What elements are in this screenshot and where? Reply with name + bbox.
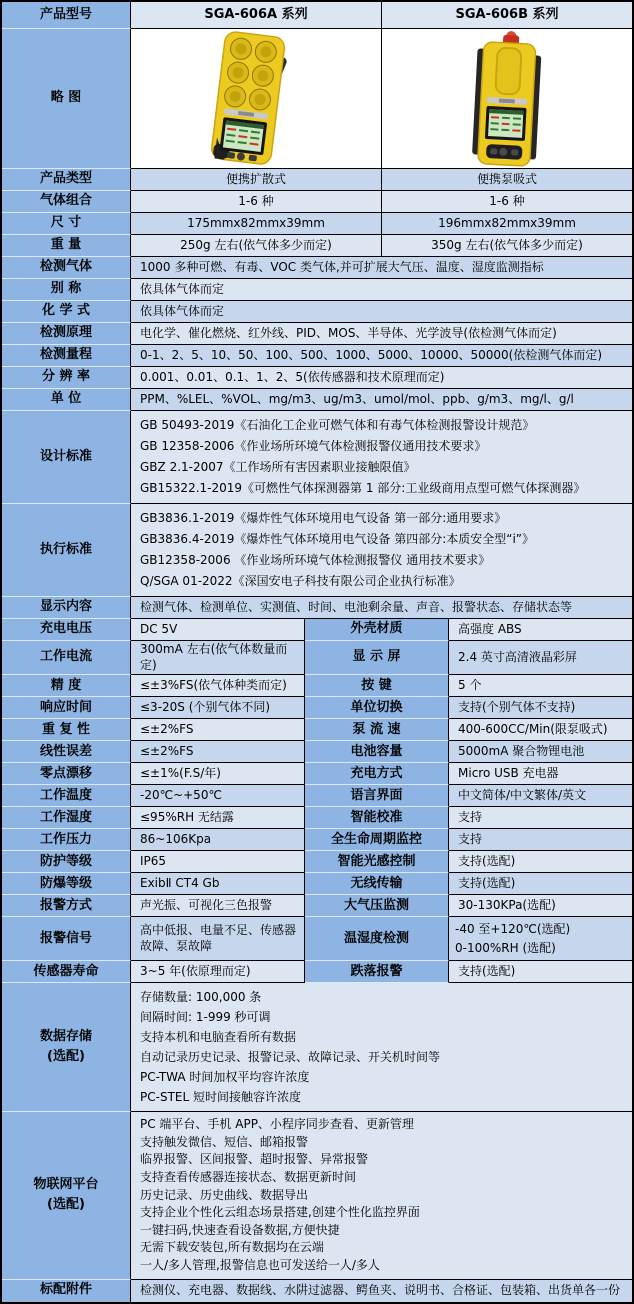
row-accuracy [2, 675, 632, 697]
row-standard-accessories [2, 1280, 632, 1302]
temp-humidity-detection-value [449, 917, 632, 961]
working-current-value: 300mA 左右(依气体数量而定) [131, 641, 305, 675]
detection-range-label: 检测量程 [2, 345, 131, 367]
language-label: 语言界面 [305, 785, 449, 807]
explosion-proof-rating-value: ExibⅡ CT4 Gb [131, 873, 305, 895]
product-type-label: 产品类型 [2, 169, 131, 191]
language-value: 中文简体/中文繁体/英文 [449, 785, 632, 807]
repeatability-value: ≤±2%FS [131, 719, 305, 741]
row-iot-platform [2, 1112, 632, 1279]
row-explosion-proof-rating [2, 873, 632, 895]
lifecycle-monitoring-value: 支持 [449, 829, 632, 851]
row-detected-gas [2, 257, 632, 279]
data-storage-line: 存储数量: 100,000 条 [140, 990, 262, 1005]
product-type-a: 便携扩散式 [131, 169, 382, 191]
iot-platform-label [2, 1112, 131, 1279]
sensor-life-value: 3~5 年(依原理而定) [131, 961, 305, 983]
sketch-label: 略 图 [2, 29, 131, 169]
data-storage-line: 自动记录历史记录、报警记录、故障记录、开关机时间等 [140, 1050, 441, 1065]
drop-alarm-label: 跌落报警 [305, 961, 449, 983]
iot-platform-label-line1: 物联网平台 [33, 1177, 99, 1193]
charging-method-label: 充电方式 [305, 763, 449, 785]
weight-label: 重 量 [2, 235, 131, 257]
series-a-title: SGA-606A 系列 [131, 2, 382, 29]
wireless-transmission-label: 无线传输 [305, 873, 449, 895]
alarm-signal-label: 报警信号 [2, 917, 131, 961]
gas-combination-a: 1-6 种 [131, 191, 382, 213]
iot-platform-line: 支持企业个性化云组态场景搭建,创建个性化监控界面 [140, 1205, 420, 1220]
row-detection-principle [2, 323, 632, 345]
battery-capacity-value: 5000mA 聚合物锂电池 [449, 741, 632, 763]
keys-label: 按 键 [305, 675, 449, 697]
dimensions-b: 196mmx82mmx39mm [382, 213, 632, 235]
row-protection-rating [2, 851, 632, 873]
row-resolution [2, 367, 632, 389]
iot-platform-line: 无需下载安装包,所有数据均在云端 [140, 1240, 324, 1255]
detected-gas-label: 检测气体 [2, 257, 131, 279]
detection-principle-label: 检测原理 [2, 323, 131, 345]
gas-combination-label: 气体组合 [2, 191, 131, 213]
weight-b: 350g 左右(依气体多少而定) [382, 235, 632, 257]
linearity-error-value: ≤±2%FS [131, 741, 305, 763]
resolution-value: 0.001、0.01、0.1、1、2、5(依传感器和技术原理而定) [131, 367, 632, 389]
display-screen-value: 2.4 英寸高清液晶彩屏 [449, 641, 632, 675]
unit-switch-label: 单位切换 [305, 697, 449, 719]
execution-standard-line: GB12358-2006 《作业场所环境气体检测报警仪 通用技术要求》 [140, 553, 491, 567]
unit-switch-value: 支持(个别气体不支持) [449, 697, 632, 719]
sensor-life-label: 传感器寿命 [2, 961, 131, 983]
row-linearity-error [2, 741, 632, 763]
row-charging-voltage [2, 619, 632, 641]
keys-value: 5 个 [449, 675, 632, 697]
pump-flow-label: 泵 流 速 [305, 719, 449, 741]
design-standard-lines [131, 411, 632, 504]
data-storage-lines [131, 983, 632, 1112]
row-alarm-method [2, 895, 632, 917]
temp-humidity-detection-label: 温湿度检测 [305, 917, 449, 961]
drop-alarm-value: 支持(选配) [449, 961, 632, 983]
iot-platform-line: 一人/多人管理,报警信息也可发送给一人/多人 [140, 1257, 380, 1272]
data-storage-label-line1: 数据存储 [39, 1029, 92, 1045]
lifecycle-monitoring-label: 全生命周期监控 [305, 829, 449, 851]
linearity-error-label: 线性误差 [2, 741, 131, 763]
pump-flow-value: 400-600CC/Min(限泵吸式) [449, 719, 632, 741]
working-temperature-label: 工作温度 [2, 785, 131, 807]
device-image-sga-606b [382, 29, 632, 169]
row-alarm-signal [2, 917, 632, 961]
detected-gas-value: 1000 多种可燃、有毒、VOC 类气体,并可扩展大气压、温度、湿度监测指标 [131, 257, 632, 279]
row-response-time [2, 697, 632, 719]
chemical-formula-label: 化 学 式 [2, 301, 131, 323]
zero-drift-value: ≤±1%(F.S/年) [131, 763, 305, 785]
working-pressure-value: 86~106Kpa [131, 829, 305, 851]
display-content-value: 检测气体、检测单位、实测值、时间、电池剩余量、声音、报警状态、存储状态等 [131, 597, 632, 619]
protection-rating-label: 防护等级 [2, 851, 131, 873]
iot-platform-line: 临界报警、区间报警、超时报警、异常报警 [140, 1152, 369, 1167]
data-storage-label-line2: (选配) [47, 1049, 85, 1065]
light-sensing-control-value: 支持(选配) [449, 851, 632, 873]
data-storage-label [2, 983, 131, 1112]
design-standard-line: GB 12358-2006《作业场所环境气体检测报警仪通用技术要求》 [140, 439, 487, 453]
accuracy-value: ≤±3%FS(依气体种类而定) [131, 675, 305, 697]
row-repeatability [2, 719, 632, 741]
row-display-content [2, 597, 632, 619]
row-alias [2, 279, 632, 301]
iot-platform-line: 支持查看传感器连接状态、数据更新时间 [140, 1169, 357, 1184]
battery-capacity-label: 电池容量 [305, 741, 449, 763]
gas-combination-b: 1-6 种 [382, 191, 632, 213]
row-gas-combination [2, 191, 632, 213]
execution-standard-label: 执行标准 [2, 504, 131, 597]
sga-606a-device-illustration [136, 30, 376, 168]
data-storage-line: PC-STEL 短时间接触容许浓度 [140, 1090, 301, 1105]
alarm-method-label: 报警方式 [2, 895, 131, 917]
data-storage-line: 间隔时间: 1-999 秒可调 [140, 1010, 271, 1025]
row-zero-drift [2, 763, 632, 785]
repeatability-label: 重 复 性 [2, 719, 131, 741]
shell-material-value: 高强度 ABS [449, 619, 632, 641]
display-screen-label: 显 示 屏 [305, 641, 449, 675]
iot-platform-lines [131, 1112, 632, 1279]
design-standard-line: GB 50493-2019《石油化工企业可燃气体和有毒气体检测报警设计规范》 [140, 418, 535, 432]
detection-principle-value: 电化学、催化燃烧、红外线、PID、MOS、半导体、光学波导(依检测气体而定) [131, 323, 632, 345]
charging-voltage-value: DC 5V [131, 619, 305, 641]
working-humidity-label: 工作湿度 [2, 807, 131, 829]
resolution-label: 分 辨 率 [2, 367, 131, 389]
execution-standard-lines [131, 504, 632, 597]
alarm-method-value: 声光振、可视化三色报警 [131, 895, 305, 917]
row-detection-range [2, 345, 632, 367]
row-sketch [2, 29, 632, 169]
execution-standard-line: Q/SGA 01-2022《深国安电子科技有限公司企业执行标准》 [140, 574, 461, 588]
working-current-label: 工作电流 [2, 641, 131, 675]
iot-platform-line: 支持触发微信、短信、邮箱报警 [140, 1134, 309, 1149]
row-product-type [2, 169, 632, 191]
row-execution-standard [2, 504, 632, 597]
alias-value: 依具体气体而定 [131, 279, 632, 301]
shell-material-label: 外壳材质 [305, 619, 449, 641]
row-data-storage [2, 983, 632, 1112]
design-standard-line: GBZ 2.1-2007《工作场所有害因素职业接触限值》 [140, 460, 416, 474]
row-chemical-formula [2, 301, 632, 323]
row-working-current [2, 641, 632, 675]
charging-voltage-label: 充电电压 [2, 619, 131, 641]
smart-calibration-value: 支持 [449, 807, 632, 829]
pressure-monitoring-label: 大气压监测 [305, 895, 449, 917]
row-unit [2, 389, 632, 411]
humidity-range-optional: 0-100%RH (选配) [455, 940, 556, 955]
row-weight [2, 235, 632, 257]
data-storage-line: PC-TWA 时间加权平均容许浓度 [140, 1070, 310, 1085]
product-type-b: 便携泵吸式 [382, 169, 632, 191]
row-product-model [2, 2, 632, 29]
iot-platform-line: PC 端平台、手机 APP、小程序同步查看、更新管理 [140, 1117, 414, 1132]
accuracy-label: 精 度 [2, 675, 131, 697]
response-time-label: 响应时间 [2, 697, 131, 719]
alarm-signal-value: 高中低报、电量不足、传感器故障、泵故障 [131, 917, 305, 961]
iot-platform-line: 历史记录、历史曲线、数据导出 [140, 1187, 309, 1202]
series-b-title: SGA-606B 系列 [382, 2, 632, 29]
row-working-temperature [2, 785, 632, 807]
light-sensing-control-label: 智能光感控制 [305, 851, 449, 873]
sga-606b-device-illustration [387, 30, 627, 168]
standard-accessories-value: 检测仪、充电器、数据线、水阱过滤器、鳄鱼夹、说明书、合格证、包装箱、出货单各一份 [131, 1280, 632, 1302]
unit-value: PPM、%LEL、%VOL、mg/m3、ug/m3、umol/mol、ppb、g/m3、mg/l、g/l [131, 389, 632, 411]
unit-label: 单 位 [2, 389, 131, 411]
dimensions-label: 尺 寸 [2, 213, 131, 235]
design-standard-line: GB15322.1-2019《可燃性气体探测器第 1 部分:工业级商用点型可燃气体探测器》 [140, 481, 586, 495]
response-time-value: ≤3-20S (个别气体不同) [131, 697, 305, 719]
row-working-pressure [2, 829, 632, 851]
working-humidity-value: ≤95%RH 无结露 [131, 807, 305, 829]
data-storage-line: 支持本机和电脑查看所有数据 [140, 1030, 297, 1045]
row-working-humidity [2, 807, 632, 829]
row-dimensions [2, 213, 632, 235]
dimensions-a: 175mmx82mmx39mm [131, 213, 382, 235]
protection-rating-value: IP65 [131, 851, 305, 873]
weight-a: 250g 左右(依气体多少而定) [131, 235, 382, 257]
row-sensor-life [2, 961, 632, 983]
temp-range-optional: -40 至+120℃(选配) [455, 921, 571, 936]
zero-drift-label: 零点漂移 [2, 763, 131, 785]
working-pressure-label: 工作压力 [2, 829, 131, 851]
execution-standard-line: GB3836.4-2019《爆炸性气体环境用电气设备 第四部分:本质安全型“i”》 [140, 532, 535, 546]
working-temperature-value: -20℃~+50℃ [131, 785, 305, 807]
chemical-formula-value: 依具体气体而定 [131, 301, 632, 323]
execution-standard-line: GB3836.1-2019《爆炸性气体环境用电气设备 第一部分:通用要求》 [140, 511, 507, 525]
wireless-transmission-value: 支持(选配) [449, 873, 632, 895]
detection-range-value: 0-1、2、5、10、50、100、500、1000、5000、10000、50000(依检测气体而定) [131, 345, 632, 367]
iot-platform-label-line2: (选配) [47, 1197, 85, 1213]
design-standard-label: 设计标准 [2, 411, 131, 504]
pressure-monitoring-value: 30-130KPa(选配) [449, 895, 632, 917]
charging-method-value: Micro USB 充电器 [449, 763, 632, 785]
alias-label: 别 称 [2, 279, 131, 301]
display-content-label: 显示内容 [2, 597, 131, 619]
standard-accessories-label: 标配附件 [2, 1280, 131, 1302]
product-model-label: 产品型号 [2, 2, 131, 29]
device-image-sga-606a [131, 29, 382, 169]
row-design-standard [2, 411, 632, 504]
smart-calibration-label: 智能校准 [305, 807, 449, 829]
iot-platform-line: 一键扫码,快速查看设备数据,方便快捷 [140, 1222, 340, 1237]
explosion-proof-rating-label: 防爆等级 [2, 873, 131, 895]
